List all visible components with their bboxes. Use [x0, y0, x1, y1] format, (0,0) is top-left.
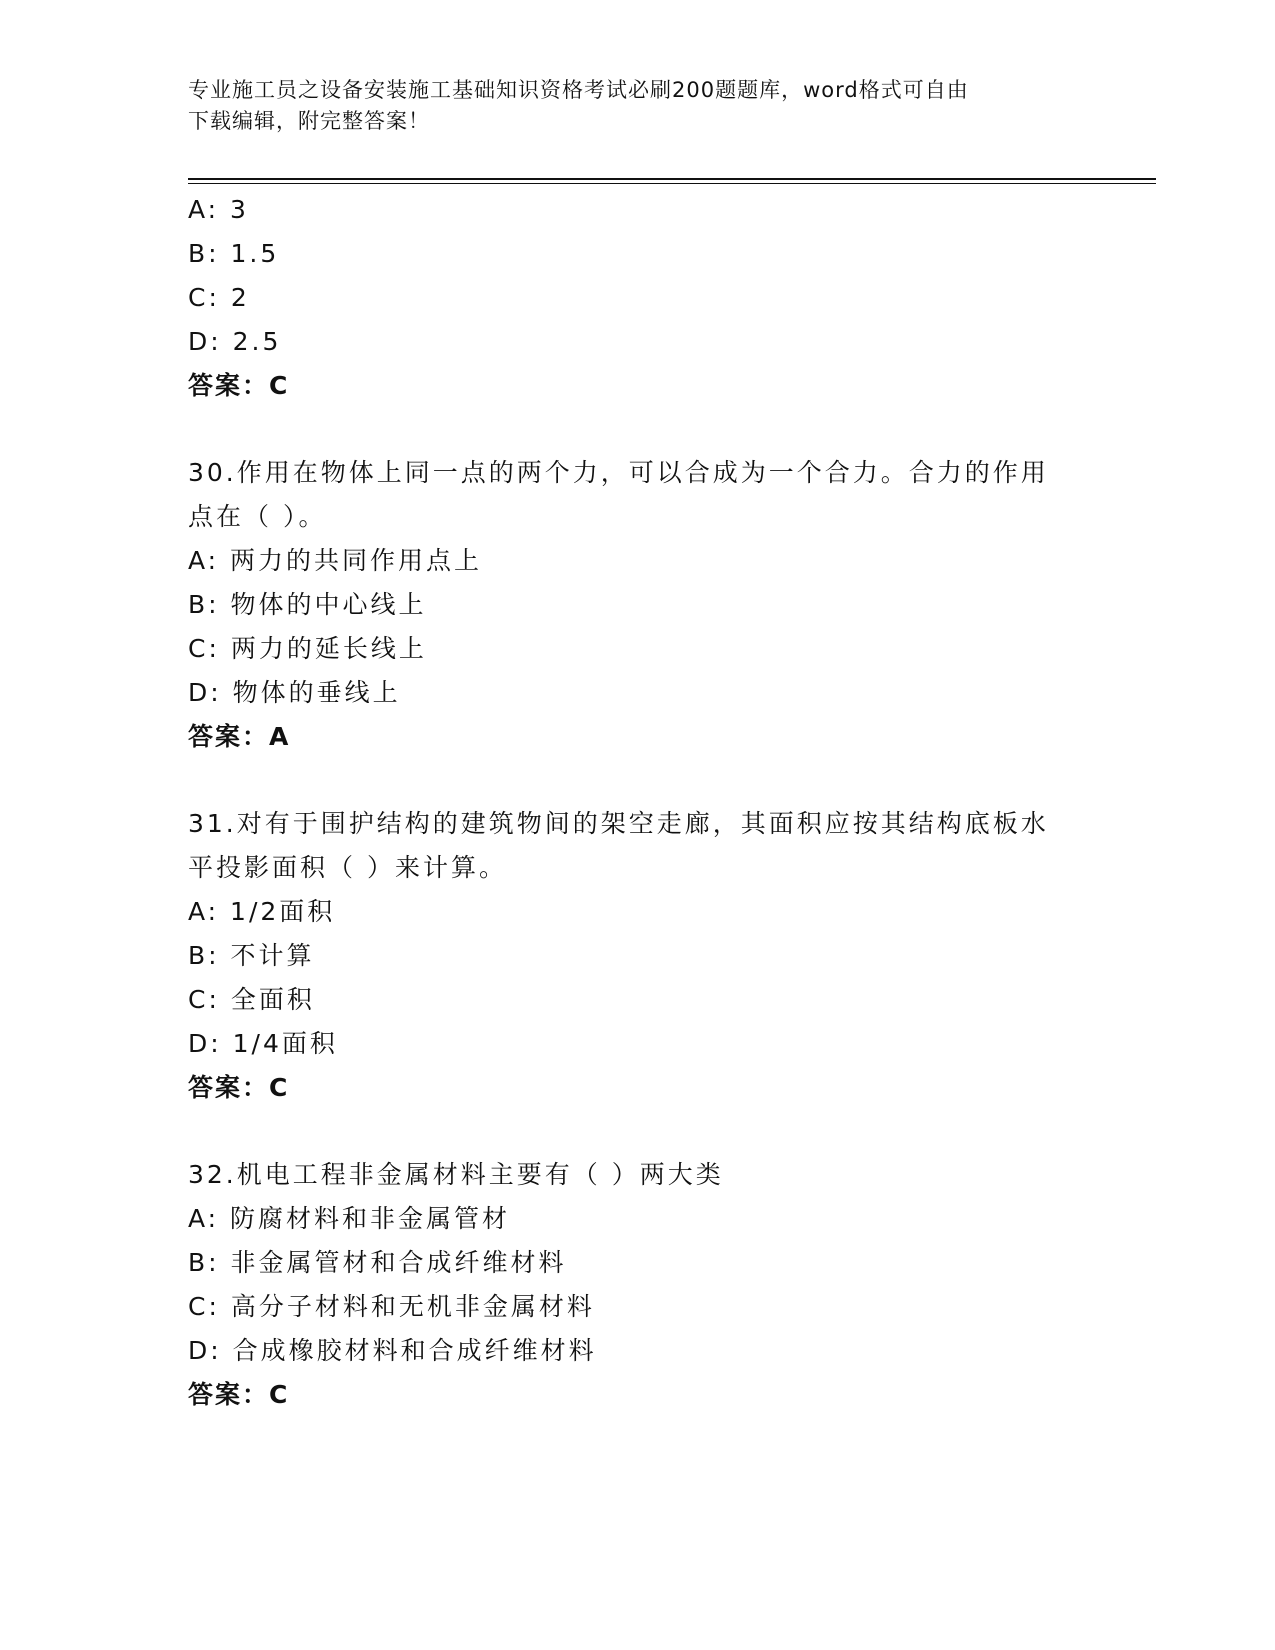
option-d: D: 物体的垂线上 [188, 678, 401, 707]
answer-line: 答案：A [188, 722, 291, 751]
document-header [188, 75, 1088, 137]
header-divider-thin [188, 183, 1156, 184]
header-divider-thick [188, 178, 1156, 180]
option-a: A: 防腐材料和非金属管材 [188, 1204, 511, 1233]
option-c: C: 高分子材料和无机非金属材料 [188, 1292, 595, 1321]
question-31-stem: 31.对有于围护结构的建筑物间的架空走廊，其面积应按其结构底板水 [188, 809, 1049, 838]
option-d: D: 1/4面积 [188, 1029, 338, 1058]
option-b: B: 非金属管材和合成纤维材料 [188, 1248, 567, 1277]
option-a: A: 3 [188, 195, 249, 224]
option-c: C: 全面积 [188, 985, 315, 1014]
answer-line: 答案：C [188, 1073, 290, 1102]
question-30-stem-cont: 点在（ ）。 [188, 502, 327, 531]
question-32-stem: 32.机电工程非金属材料主要有（ ）两大类 [188, 1160, 724, 1189]
option-c: C: 2 [188, 283, 250, 312]
question-31-stem-cont: 平投影面积（ ）来计算。 [188, 853, 507, 882]
answer-line: 答案：C [188, 371, 290, 400]
option-b: B: 1.5 [188, 239, 280, 268]
option-d: D: 合成橡胶材料和合成纤维材料 [188, 1336, 597, 1365]
header-title-line-1: 专业施工员之设备安装施工基础知识资格考试必刷200题题库，word格式可自由 [188, 78, 969, 102]
option-c: C: 两力的延长线上 [188, 634, 427, 663]
option-a: A: 1/2面积 [188, 897, 336, 926]
answer-line: 答案：C [188, 1380, 290, 1409]
option-b: B: 物体的中心线上 [188, 590, 427, 619]
question-30-stem: 30.作用在物体上同一点的两个力，可以合成为一个合力。合力的作用 [188, 458, 1049, 487]
option-a: A: 两力的共同作用点上 [188, 546, 483, 575]
header-title-line-2: 下载编辑，附完整答案！ [188, 109, 430, 133]
option-d: D: 2.5 [188, 327, 282, 356]
option-b: B: 不计算 [188, 941, 315, 970]
